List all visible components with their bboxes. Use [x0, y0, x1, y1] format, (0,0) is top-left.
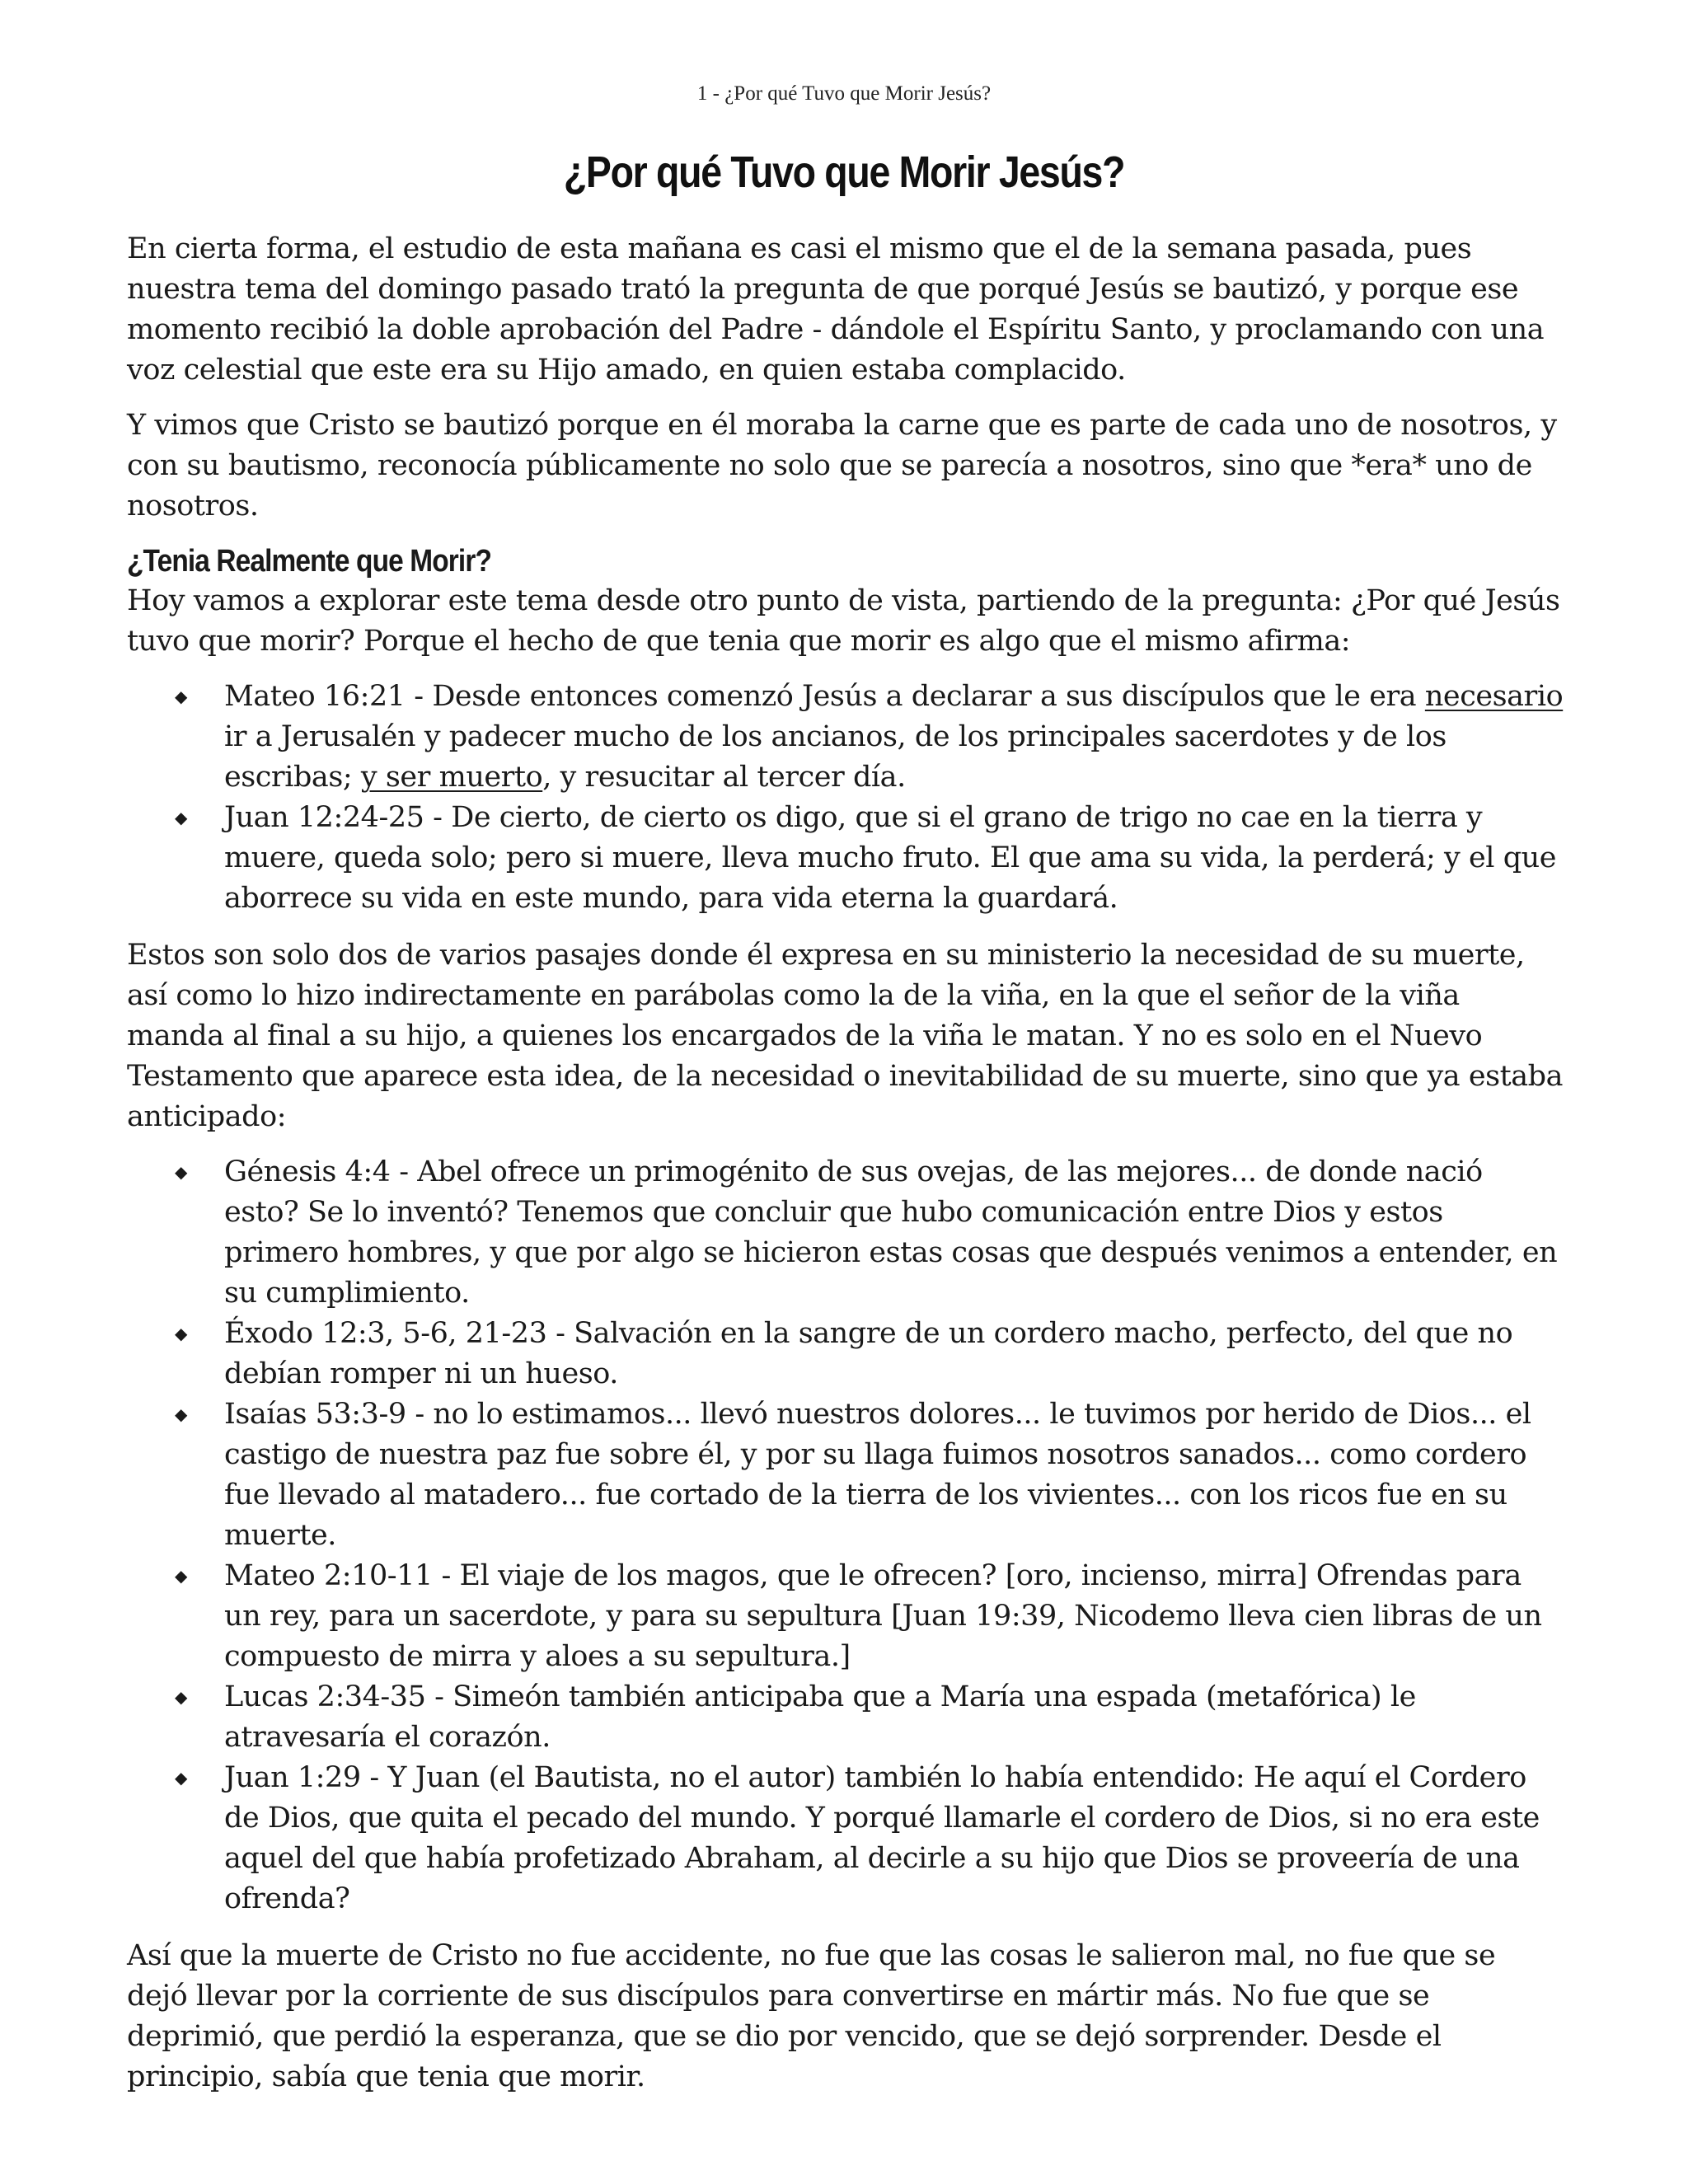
- section-heading: ¿Tenia Realmente que Morir?: [127, 544, 492, 579]
- list-item: [127, 1394, 1564, 1556]
- section-paragraph-2: Estos son solo dos de varios pasajes donde él expresa en su ministerio la necesidad de su muerte, así como lo hizo indirectamente en parábolas como la de la viña, en la que el señor de la viña manda al final a su hijo, a quienes los encargados de la viña le matan. Y no es solo en el Nuevo Testamento que aparece esta idea, de la necesidad o inevitabilidad de su muerte, sino que ya estaba anticipado:: [127, 939, 1564, 1133]
- list-item-text: ir a Jerusalén y padecer mucho de los ancianos, de los principales sacerdotes y de los escribas;: [224, 720, 1447, 794]
- list-item-text: Éxodo 12:3, 5-6, 21-23 - Salvación en la sangre de un cordero macho, perfecto, del que no debían romper ni un hueso.: [224, 1317, 1513, 1390]
- list-item: [127, 1758, 1564, 1919]
- list-item: [127, 798, 1564, 919]
- list-item-text: Lucas 2:34-35 - Simeón también anticipaba que a María una espada (metafórica) le atravesaría el corazón.: [224, 1680, 1416, 1754]
- diamond-bullet-icon: ◆: [175, 1324, 187, 1343]
- diamond-bullet-icon: ◆: [175, 687, 187, 706]
- list-item: [127, 1152, 1564, 1314]
- verse-list-1: [127, 677, 1564, 919]
- list-item-text: Juan 12:24-25 - De cierto, de cierto os digo, que si el grano de trigo no cae en la tierra y muere, queda solo; pero si muere, lleva mucho fruto. El que ama su vida, la perderá; y el que aborrece su vida en este mundo, para vida eterna la guardará.: [224, 801, 1557, 915]
- underlined-text: necesario: [1424, 680, 1564, 713]
- section-paragraph-3: Así que la muerte de Cristo no fue accidente, no fue que las cosas le salieron mal, no fue que se dejó llevar por la corriente de sus discípulos para convertirse en mártir más. No fue que se deprimió, que perdió la esperanza, que se dio por vencido, que se dejó sorprender. Desde el principio, sabía que tenia que morir.: [127, 1939, 1496, 2093]
- diamond-bullet-icon: ◆: [175, 1566, 187, 1586]
- list-item: [127, 1314, 1564, 1394]
- intro-paragraph-2: Y vimos que Cristo se bautizó porque en él moraba la carne que es parte de cada uno de nosotros, y con su bautismo, reconocía públicamente no solo que se parecía a nosotros, sino que *era* uno de nosotros.: [127, 409, 1557, 523]
- diamond-bullet-icon: ◆: [175, 1404, 187, 1424]
- verse-list-2: [127, 1152, 1564, 1919]
- running-header: 1 - ¿Por qué Tuvo que Morir Jesús?: [696, 82, 992, 105]
- document-body: [127, 229, 1564, 2112]
- underlined-text: y ser muerto: [360, 761, 543, 794]
- diamond-bullet-icon: ◆: [175, 1768, 187, 1788]
- list-item-text: Mateo 16:21 - Desde entonces comenzó Jesús a declarar a sus discípulos que le era: [224, 680, 1425, 713]
- intro-paragraph-1: En cierta forma, el estudio de esta mañana es casi el mismo que el de la semana pasada, pues nuestra tema del domingo pasado trató la pregunta de que porqué Jesús se bautizó, y porque ese momento recibió la doble aprobación del Padre - dándole el Espíritu Santo, y proclamando con una voz celestial que este era su Hijo amado, en quien estaba complacido.: [127, 232, 1545, 387]
- diamond-bullet-icon: ◆: [175, 1162, 187, 1182]
- diamond-bullet-icon: ◆: [175, 1687, 187, 1707]
- list-item-text: Mateo 2:10-11 - El viaje de los magos, que le ofrecen? [oro, incienso, mirra] Ofrendas para un rey, para un sacerdote, y para su sepultura [Juan 19:39, Nicodemo lleva cien libras de un compuesto de mirra y aloes a su sepultura.]: [224, 1559, 1542, 1673]
- list-item-text: Génesis 4:4 - Abel ofrece un primogénito de sus ovejas, de las mejores... de donde nació esto? Se lo inventó? Tenemos que concluir que hubo comunicación entre Dios y estos primero hombres, y que por algo se hicieron estas cosas que después venimos a entender, en su cumplimiento.: [224, 1155, 1558, 1310]
- page-title: ¿Por qué Tuvo que Morir Jesús?: [563, 148, 1125, 197]
- list-item: [127, 1677, 1564, 1758]
- list-item-text: Isaías 53:3-9 - no lo estimamos... llevó nuestros dolores... le tuvimos por herido de Dios... el castigo de nuestra paz fue sobre él, y por su llaga fuimos nosotros sanados... como cordero fue llevado al matadero... fue cortado de la tierra de los vivientes... con los ricos fue en su muerte.: [224, 1398, 1531, 1552]
- list-item: [127, 1556, 1564, 1677]
- list-item-text: , y resucitar al tercer día.: [542, 761, 906, 794]
- list-item: [127, 677, 1564, 798]
- list-item-text: Juan 1:29 - Y Juan (el Bautista, no el autor) también lo había entendido: He aquí el Cordero de Dios, que quita el pecado del mundo. Y porqué llamarle el cordero de Dios, si no era este aquel del que había profetizado Abraham, al decirle a su hijo que Dios se proveería de una ofrenda?: [224, 1761, 1540, 1915]
- section-paragraph-1: Hoy vamos a explorar este tema desde otro punto de vista, partiendo de la pregunta: ¿Por qué Jesús tuvo que morir? Porque el hecho de que tenia que morir es algo que el mismo afirma:: [127, 584, 1560, 658]
- diamond-bullet-icon: ◆: [175, 808, 187, 827]
